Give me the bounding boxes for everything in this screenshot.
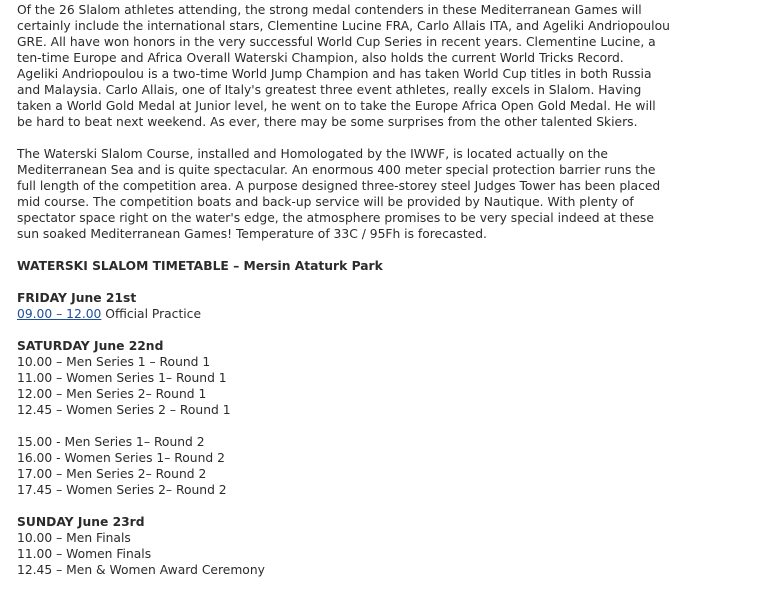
spacer xyxy=(17,498,757,514)
text-line: Mediterranean Sea and is quite spectacular. An enormous 400 meter special protection barrier runs the xyxy=(17,163,656,177)
text-line: taken a World Gold Medal at Junior level, he went on to take the Europe Africa Open Gold Medal. He will xyxy=(17,99,656,113)
schedule-item-friday xyxy=(17,306,757,322)
saturday-section xyxy=(17,338,757,498)
text-line: certainly include the international stars, Clementine Lucine FRA, Carlo Allais ITA, and Ageliki Andriopoulou xyxy=(17,19,670,33)
practice-event-label: Official Practice xyxy=(101,307,202,321)
text-line: and Malaysia. Carlo Allais, one of Italy's greatest three event athletes, really excels in Slalom. Having xyxy=(17,83,642,97)
schedule-item: 12.00 – Men Series 2– Round 1 xyxy=(17,387,207,401)
sunday-section xyxy=(17,514,757,578)
text-line: full length of the competition area. A purpose designed three-storey steel Judges Tower has been placed xyxy=(17,179,661,193)
schedule-item: 10.00 – Men Series 1 – Round 1 xyxy=(17,355,211,369)
article-content xyxy=(17,2,757,578)
schedule-item: 11.00 – Women Finals xyxy=(17,547,152,561)
day-title-sunday: SUNDAY June 23rd xyxy=(17,515,145,529)
schedule-item: 12.45 – Women Series 2 – Round 1 xyxy=(17,403,231,417)
spacer xyxy=(17,418,757,434)
text-line: Ageliki Andriopoulou is a two-time World Jump Champion and has taken World Cup titles in both Russia xyxy=(17,67,652,81)
spacer xyxy=(17,130,757,146)
text-line: mid course. The competition boats and back-up service will be provided by Nautique. With plenty of xyxy=(17,195,634,209)
text-line: be hard to beat next weekend. As ever, there may be some surprises from the other talented Skiers. xyxy=(17,115,638,129)
schedule-item: 15.00 - Men Series 1– Round 2 xyxy=(17,435,205,449)
text-line: spectator space right on the water's edge, the atmosphere promises to be very special indeed at these xyxy=(17,211,654,225)
text-line: Of the 26 Slalom athletes attending, the strong medal contenders in these Mediterranean Games will xyxy=(17,3,642,17)
paragraph-athletes xyxy=(17,2,757,130)
text-line: sun soaked Mediterranean Games! Temperature of 33C / 95Fh is forecasted. xyxy=(17,227,487,241)
schedule-item: 12.45 – Men & Women Award Ceremony xyxy=(17,563,265,577)
schedule-item: 16.00 - Women Series 1– Round 2 xyxy=(17,451,225,465)
schedule-item: 17.45 – Women Series 2– Round 2 xyxy=(17,483,227,497)
text-line: GRE. All have won honors in the very successful World Cup Series in recent years. Clementine Lucine, a xyxy=(17,35,656,49)
spacer xyxy=(17,322,757,338)
schedule-item: 10.00 – Men Finals xyxy=(17,531,131,545)
text-line: ten-time Europe and Africa Overall Waterski Champion, also holds the current World Tricks Record. xyxy=(17,51,624,65)
paragraph-course xyxy=(17,146,757,242)
schedule-item: 17.00 – Men Series 2– Round 2 xyxy=(17,467,207,481)
text-line: The Waterski Slalom Course, installed and Homologated by the IWWF, is located actually on the xyxy=(17,147,608,161)
spacer xyxy=(17,242,757,258)
schedule-item: 11.00 – Women Series 1– Round 1 xyxy=(17,371,227,385)
timetable-heading: WATERSKI SLALOM TIMETABLE – Mersin Ataturk Park xyxy=(17,259,383,273)
spacer xyxy=(17,274,757,290)
practice-time-link[interactable]: 09.00 – 12.00 xyxy=(17,307,102,321)
friday-section xyxy=(17,290,757,322)
day-title-saturday: SATURDAY June 22nd xyxy=(17,339,164,353)
day-title-friday: FRIDAY June 21st xyxy=(17,291,137,305)
